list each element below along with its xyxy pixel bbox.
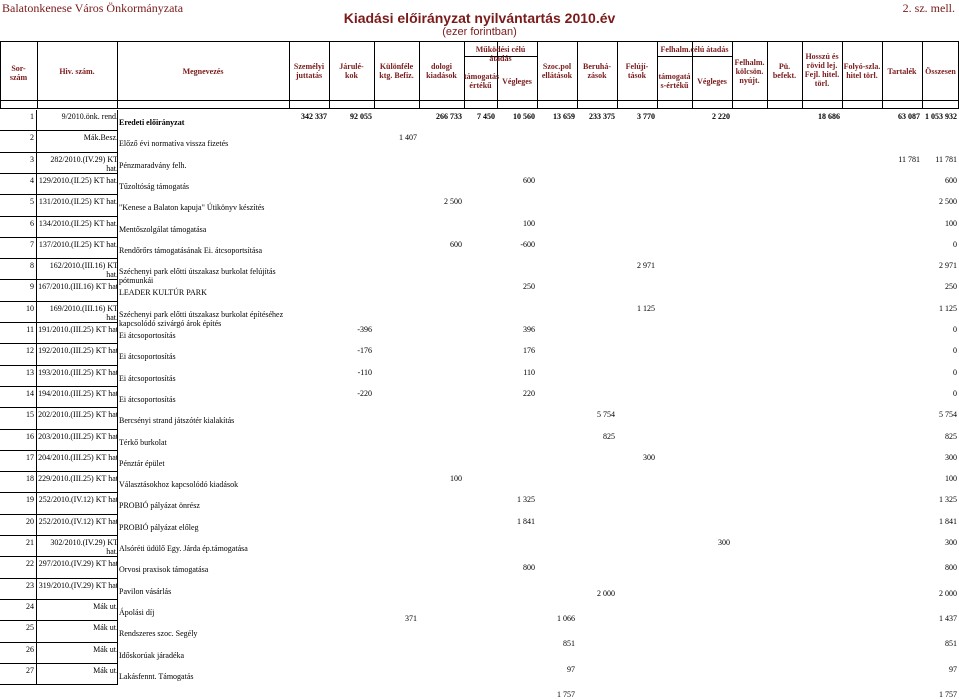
row-megnevezes: Pavilon vásárlás (119, 586, 172, 596)
grid-line (0, 194, 118, 195)
row-value-jarulekok: -220 (357, 388, 372, 398)
row-megnevezes: Bercsényi strand játszótér kialakítás (119, 416, 235, 426)
row-hiv-szam: 9/2010.önk. rend. (61, 112, 118, 121)
col-pu-befekt: Pü. befekt. (772, 62, 797, 80)
row-number: 18 (26, 474, 34, 484)
grid-line (0, 130, 118, 131)
grid-line (36, 664, 37, 685)
row-number: 8 (30, 261, 34, 271)
row-value-jarulekok: -176 (357, 346, 372, 356)
col-beruhazasok: Beruhá- zások (583, 62, 611, 80)
grid-line (36, 238, 37, 259)
col-felhalm-group: Felhalm.célú átadás (660, 45, 729, 54)
grid-line (36, 472, 37, 493)
grid-line (36, 557, 37, 578)
grid-line (36, 366, 37, 387)
row-value-ossz: 0 (953, 346, 957, 356)
row-number: 2 (30, 133, 34, 143)
grid-line (36, 536, 37, 557)
row-value-mvegl: -600 (520, 239, 535, 249)
grid-line (0, 578, 118, 579)
grid-line (0, 471, 118, 472)
row-number: 19 (26, 495, 34, 505)
row-number: 9 (30, 282, 34, 292)
row-hiv-szam: 137/2010.(II.25) KT hat. (38, 239, 118, 249)
col-felhalm-vegl: Végleges (697, 77, 727, 86)
col-osszesen: Összesen (925, 67, 956, 76)
row-megnevezes: Lakásfennt. Támogatás (119, 671, 194, 681)
row-hiv-szam: 162/2010.(III.16) KT hat. (49, 261, 118, 280)
row-value-szemelyi: 342 337 (301, 112, 327, 121)
row-number: 3 (30, 154, 34, 164)
row-value-szocpol: 13 659 (553, 112, 575, 121)
col-szocpol: Szoc.pol ellátások (541, 62, 573, 80)
row-value-jarulekok: -396 (357, 325, 372, 334)
row-number: 21 (26, 538, 34, 547)
row-hiv-szam: 203/2010.(III.25) KT hat (38, 431, 118, 441)
row-value-dologi: 100 (450, 474, 462, 484)
row-number: 7 (30, 239, 34, 249)
row-hiv-szam: 193/2010.(III.25) KT hat (38, 367, 118, 377)
col-felhalm-kolcson: Felhalm. kölcsön. nyújt. (734, 58, 765, 85)
row-megnevezes: Térkő burkolat (119, 437, 167, 447)
row-value-szocpol: 97 (567, 664, 575, 674)
grid-line (36, 451, 37, 472)
row-megnevezes: PROBIÓ pályázat önrész (119, 501, 200, 511)
grid-line (0, 429, 118, 430)
grid-line (0, 450, 118, 451)
row-number: 5 (30, 197, 34, 207)
row-value-ossz: 2 971 (939, 261, 957, 271)
row-hiv-szam: 191/2010.(III.25) KT hat (38, 325, 118, 334)
row-value-szocpol: 1 066 (557, 613, 575, 623)
row-value-mvegl: 10 560 (513, 112, 535, 121)
row-megnevezes: Választásokhoz kapcsolódó kiadások (119, 480, 239, 490)
grid-line (0, 173, 118, 174)
col-mukodesi-group: Működési célú átadás (475, 45, 526, 63)
row-value-ossz: 300 (945, 452, 957, 462)
row-hiv-szam: 282/2010.(IV.29) KT hat. (50, 154, 118, 173)
row-megnevezes: Alsóréti üdülő Egy. Járda ép.támogatása (119, 544, 248, 553)
grid-line (36, 408, 37, 429)
col-folyo: Folyó-szla. hitel törl. (843, 62, 881, 80)
row-value-ossz: 851 (945, 639, 957, 649)
row-value-mvegl: 220 (523, 388, 535, 398)
row-value-ossz: 100 (945, 474, 957, 484)
row-value-felujit: 2 971 (637, 261, 655, 271)
row-value-ossz: 0 (953, 367, 957, 377)
grid-line (0, 279, 118, 280)
row-value-ossz: 0 (953, 388, 957, 398)
row-megnevezes: Előző évi normatíva vissza fizetés (119, 139, 229, 149)
grid-line (36, 323, 37, 344)
org-name: Balatonkenese Város Önkormányzata (2, 1, 184, 15)
row-value-mvegl: 1 841 (517, 516, 535, 526)
grid-line (36, 515, 37, 536)
grid-line (36, 387, 37, 408)
row-value-jarulekok: -110 (357, 367, 372, 377)
page-title: Kiadási előirányzat nyilvántartás 2010.év (343, 10, 616, 26)
row-value-ossz: 11 781 (935, 154, 957, 164)
grid-line (36, 280, 37, 301)
grid-line (36, 153, 37, 174)
row-hiv-szam: 297/2010.(IV.29) KT hat (38, 559, 118, 569)
row-value-ossz: 0 (953, 325, 957, 334)
row-value-felujit: 3 770 (637, 112, 655, 121)
row-number: 11 (26, 325, 34, 334)
row-value-szocpol: 851 (563, 639, 575, 649)
row-number: 6 (30, 218, 34, 228)
row-value-ossz: 825 (945, 431, 957, 441)
row-value-mvegl: 100 (523, 218, 535, 228)
grid-line (0, 41, 959, 42)
grid-line (0, 100, 959, 101)
grid-line (0, 642, 118, 643)
row-value-beruh: 825 (603, 431, 615, 441)
grid-line (36, 195, 37, 216)
row-value-ossz: 1 841 (939, 516, 957, 526)
grid-line (0, 663, 118, 664)
row-value-mvegl: 250 (523, 282, 535, 292)
grid-line (0, 322, 118, 323)
grid-line (0, 237, 118, 238)
row-value-ossz: 100 (945, 218, 957, 228)
col-kulonfele: Különféle ktg. Befiz. (379, 62, 414, 80)
row-megnevezes: Ei átcsoportosítás (119, 331, 176, 340)
grid-line (0, 108, 959, 109)
row-value-ossz: 300 (945, 538, 957, 547)
row-value-dologi: 266 733 (436, 112, 462, 121)
row-hiv-szam: 131/2010.(II.25) KT hat. (38, 197, 118, 207)
grid-line (0, 535, 118, 536)
row-value-felujit: 300 (643, 452, 655, 462)
grid-line (36, 217, 37, 238)
sheet-number: 2. sz. mell. (902, 1, 955, 15)
row-value-mvegl: 110 (523, 367, 535, 377)
col-mukodesi-tam: támogatás értékű (464, 72, 500, 90)
row-hiv-szam: Mák ut. (93, 601, 118, 611)
row-megnevezes: Rendszeres szoc. Segély (119, 629, 198, 639)
row-value-dologi: 2 500 (444, 197, 462, 207)
row-value-kulonfele: 1 407 (399, 133, 417, 143)
row-number: 10 (26, 303, 34, 313)
row-value-jarulekok: 92 055 (350, 112, 372, 121)
grid-line (36, 259, 37, 280)
row-megnevezes: Pénzmaradvány felh. (119, 160, 187, 170)
row-hiv-szam: Mák ut. (93, 644, 118, 654)
row-number: 27 (26, 665, 34, 675)
row-value-ossz: 1 757 (939, 689, 957, 699)
col-mukodesi-vegl: Végleges (502, 77, 532, 86)
row-hiv-szam: 252/2010.(IV.12) KT hat (38, 495, 118, 505)
row-megnevezes: Eredeti előirányzat (119, 118, 185, 127)
row-value-hosszu: 18 686 (818, 112, 840, 121)
row-value-beruh: 2 000 (597, 588, 615, 598)
row-hiv-szam: 229/2010.(III.25) KT hat (38, 474, 118, 484)
row-number: 13 (26, 367, 34, 377)
row-value-kulonfele: 371 (405, 613, 417, 623)
row-hiv-szam: 194/2010.(III.25) KT hat (38, 388, 118, 398)
grid-line (0, 301, 118, 302)
col-felhalm-tam: támogatá s-értékű (658, 72, 691, 90)
row-hiv-szam: Mák ut. (93, 665, 118, 675)
row-hiv-szam: 134/2010.(II.25) KT hat. (38, 218, 118, 228)
row-value-mvegl: 800 (523, 563, 535, 573)
row-value-beruh: 5 754 (597, 410, 615, 420)
grid-line (36, 643, 37, 664)
row-megnevezes: "Kenese a Balaton kapuja" Útikönyv készítés (119, 203, 265, 213)
grid-line (0, 556, 118, 557)
row-value-mvegl: 396 (523, 325, 535, 334)
row-megnevezes: Széchenyi park előtti útszakasz burkolat felújítás pótmunkái (119, 267, 276, 286)
row-hiv-szam: 252/2010.(IV.12) KT hat (38, 516, 118, 526)
grid-line (0, 407, 118, 408)
grid-line (0, 684, 118, 685)
row-value-ossz: 1 053 932 (925, 112, 957, 121)
row-number: 25 (26, 623, 34, 633)
row-value-szocpol: 1 757 (557, 689, 575, 699)
row-value-ossz: 0 (953, 239, 957, 249)
grid-line (36, 302, 37, 323)
grid-line (36, 131, 37, 152)
grid-line (0, 514, 118, 515)
col-dologi: dologi kiadások (426, 62, 457, 80)
row-megnevezes: Rendőrőrs támogatásának Ei. átcsoportsítása (119, 245, 263, 255)
row-value-ossz: 2 500 (939, 197, 957, 207)
row-number: 20 (26, 516, 34, 526)
row-hiv-szam: 302/2010.(IV.29) KT hat. (50, 538, 118, 556)
col-szemelyi: Személyi juttatás (293, 62, 325, 80)
row-hiv-szam: 202/2010.(III.25) KT hat (38, 410, 118, 420)
row-number: 26 (26, 644, 34, 654)
row-megnevezes: Ei átcsoportosítás (119, 373, 176, 383)
row-value-mvegl: 176 (523, 346, 535, 356)
grid-line (36, 493, 37, 514)
row-megnevezes: Tűzoltóság támogatás (119, 181, 189, 191)
row-megnevezes: Időskorúak járadéka (119, 650, 185, 660)
row-value-ossz: 1 125 (939, 303, 957, 313)
row-hiv-szam: 129/2010.(II.25) KT hat. (38, 175, 118, 185)
row-value-ossz: 800 (945, 563, 957, 573)
row-number: 16 (26, 431, 34, 441)
col-hosszu: Hosszú és rövid lej. Fejl. hitel. törl. (804, 52, 840, 88)
col-sorszam: Sor- szám (9, 64, 28, 82)
row-number: 22 (26, 559, 34, 569)
row-value-dologi: 600 (450, 239, 462, 249)
grid-line (36, 174, 37, 195)
row-value-ossz: 1 325 (939, 495, 957, 505)
grid-line (0, 343, 118, 344)
grid-line (0, 216, 118, 217)
grid-line (36, 430, 37, 451)
grid-line (0, 365, 118, 366)
row-hiv-szam: 169/2010.(III.16) KT hat. (49, 303, 118, 322)
row-hiv-szam: 192/2010.(III.25) KT hat (38, 346, 118, 356)
grid-line (36, 110, 37, 131)
row-number: 1 (30, 112, 34, 121)
row-value-beruh: 233 375 (589, 112, 615, 121)
row-hiv-szam: 204/2010.(III.25) KT hat (38, 452, 118, 462)
grid-line (0, 599, 118, 600)
row-hiv-szam: 167/2010.(III.16) KT hat (38, 282, 118, 292)
row-megnevezes: Mentőszolgálat támogatása (119, 224, 207, 234)
row-value-mtam: 7 450 (477, 112, 495, 121)
row-number: 15 (26, 410, 34, 420)
row-value-fvegl: 300 (718, 538, 730, 547)
row-value-ossz: 1 437 (939, 613, 957, 623)
row-megnevezes: Ei átcsoportosítás (119, 352, 176, 362)
row-value-ossz: 600 (945, 175, 957, 185)
row-value-ossz: 97 (949, 664, 957, 674)
row-value-tartalek: 11 781 (898, 154, 920, 164)
grid-line (36, 600, 37, 621)
grid-line (657, 56, 732, 57)
grid-line (0, 492, 118, 493)
row-value-fvegl: 2 220 (712, 112, 730, 121)
grid-line (0, 152, 118, 153)
row-number: 14 (26, 388, 34, 398)
col-felujitasok: Felújí- tások (625, 62, 649, 80)
row-number: 4 (30, 175, 34, 185)
grid-line (0, 258, 118, 259)
row-hiv-szam: Mák.Besz. (83, 133, 118, 143)
row-hiv-szam: Mák ut. (93, 623, 118, 633)
row-value-ossz: 2 000 (939, 588, 957, 598)
row-number: 17 (26, 452, 34, 462)
row-megnevezes: LEADER KULTÚR PARK (119, 288, 207, 298)
grid-line (36, 621, 37, 642)
grid-line (0, 620, 118, 621)
row-megnevezes: Ápolási díj (119, 607, 155, 617)
row-value-ossz: 250 (945, 282, 957, 292)
row-value-mvegl: 1 325 (517, 495, 535, 505)
col-megnevezes: Megnevezés (182, 67, 224, 76)
row-megnevezes: Ei átcsoportosítás (119, 394, 176, 404)
row-number: 23 (26, 580, 34, 590)
col-tartalek: Tartalék (887, 67, 917, 76)
row-hiv-szam: 319/2010.(IV.29) KT hat (38, 580, 118, 590)
grid-line (36, 579, 37, 600)
row-value-mvegl: 600 (523, 175, 535, 185)
grid-line (0, 386, 118, 387)
row-megnevezes: PROBIÓ pályázat előleg (119, 522, 199, 532)
row-value-tartalek: 63 087 (898, 112, 920, 121)
row-megnevezes: Széchenyi park előtti útszakasz burkolat építéséhez kapcsolódó szivárgó árok építés (119, 309, 284, 328)
row-value-ossz: 5 754 (939, 410, 957, 420)
row-megnevezes: Orvosi praxisok támogatása (119, 565, 209, 575)
col-jarulekok: Járulé- kok (339, 62, 364, 80)
grid-line (36, 344, 37, 365)
row-number: 24 (26, 601, 34, 611)
row-number: 12 (26, 346, 34, 356)
page-subtitle: (ezer forintban) (442, 26, 517, 38)
col-hiv-szam: Hiv. szám. (59, 67, 95, 76)
row-value-felujit: 1 125 (637, 303, 655, 313)
row-megnevezes: Pénztár épület (119, 458, 165, 468)
